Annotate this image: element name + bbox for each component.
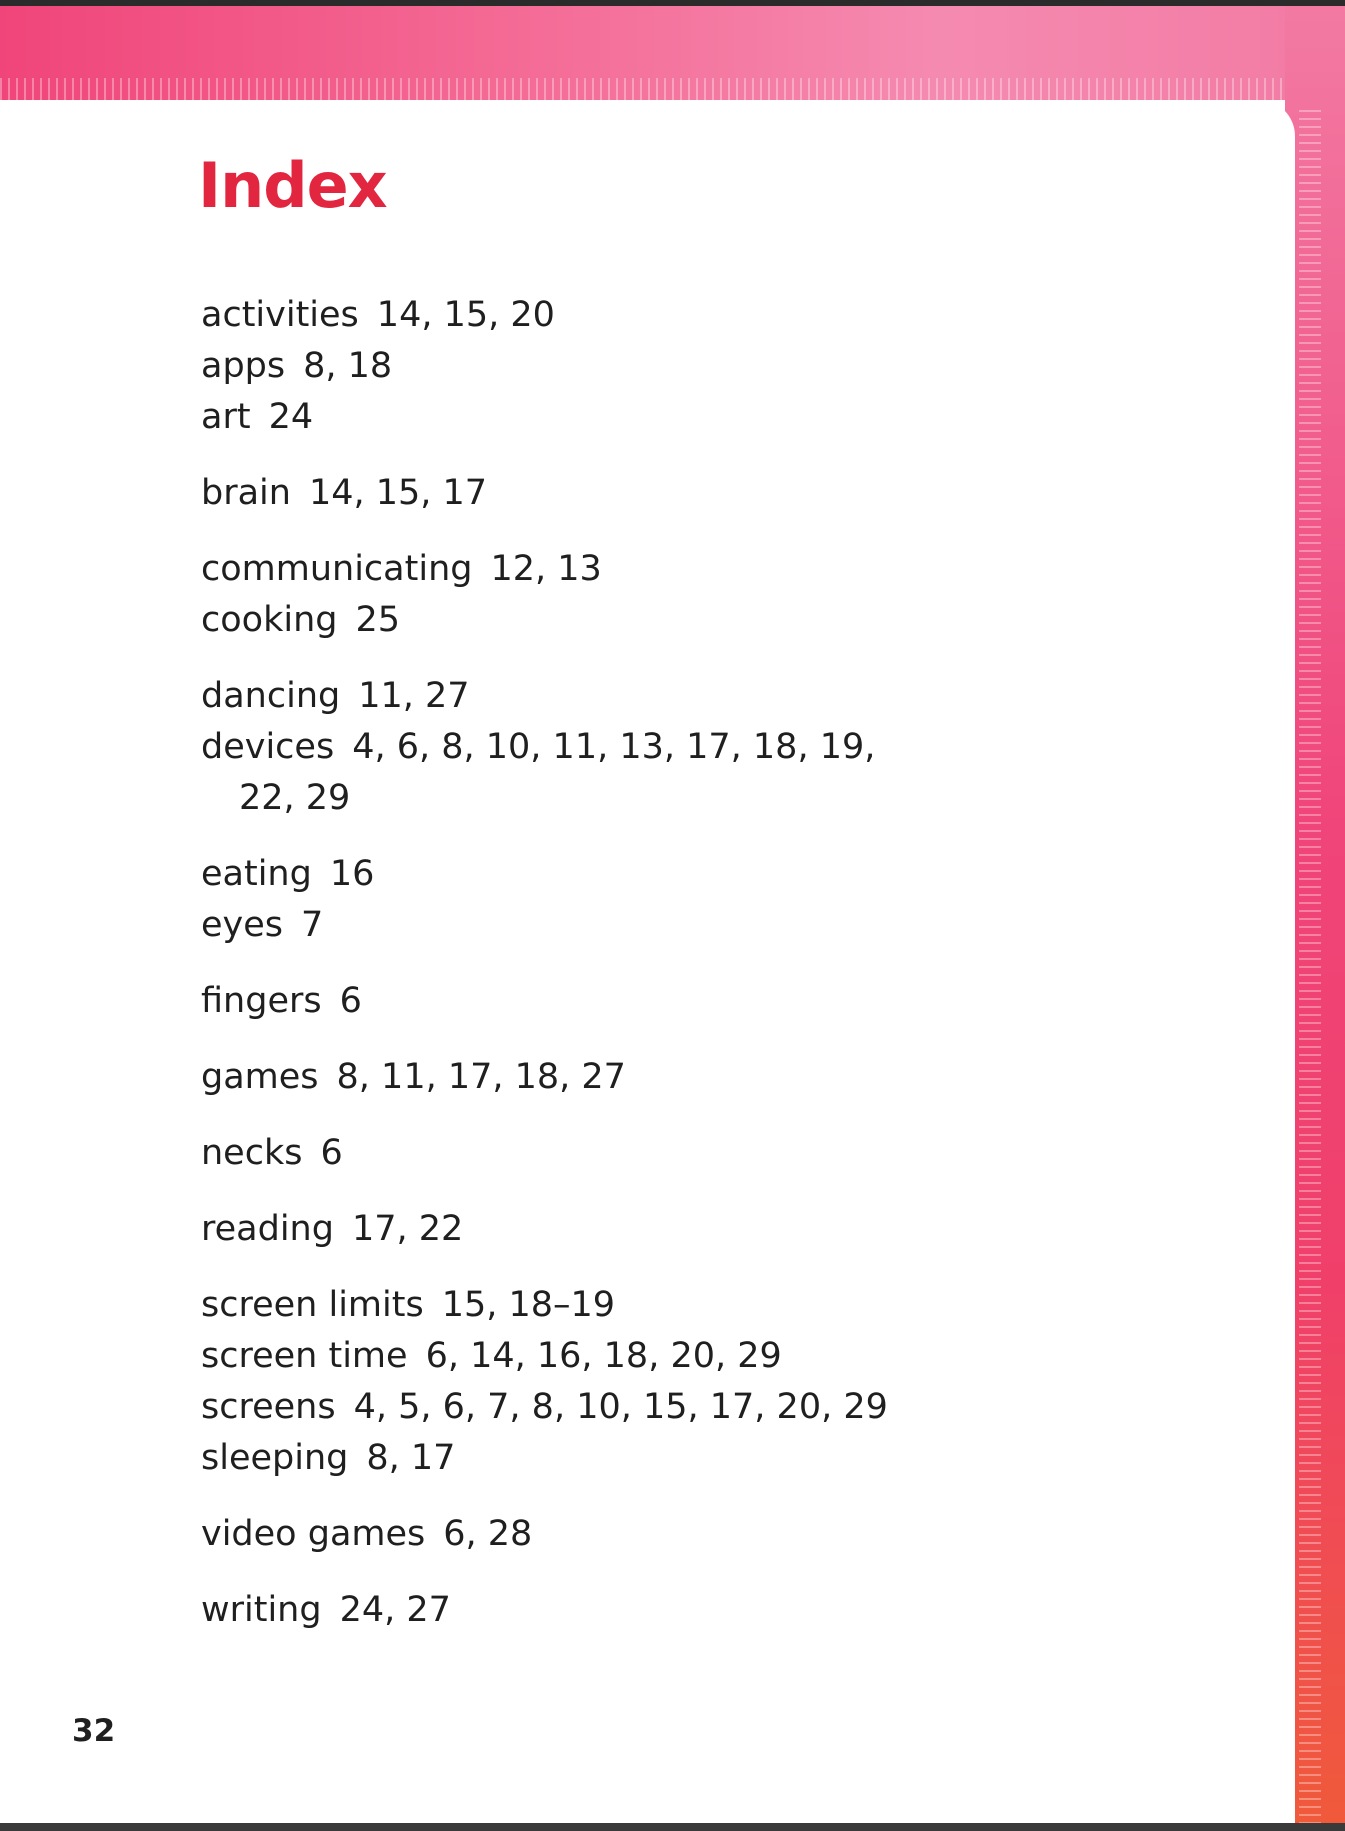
index-term: communicating [201, 549, 473, 589]
index-term: devices [201, 727, 335, 767]
index-entry [201, 1585, 1101, 1636]
index-term: eyes [201, 905, 284, 945]
index-term: cooking [201, 600, 338, 640]
index-list [201, 290, 1101, 1661]
index-page-refs: 6, 28 [443, 1514, 533, 1554]
index-page-refs: 8, 17 [366, 1438, 456, 1478]
index-page-refs: 6 [339, 981, 362, 1021]
index-page-refs: 7 [301, 905, 324, 945]
index-page-refs: 6 [320, 1133, 343, 1173]
index-entry [201, 1509, 1101, 1560]
index-entry [201, 1204, 1101, 1255]
index-page-refs: 11, 27 [358, 676, 470, 716]
index-term: video games [201, 1514, 426, 1554]
scan-edge-top [0, 0, 1345, 6]
index-page-refs: 8, 11, 17, 18, 27 [336, 1057, 626, 1097]
index-page-refs: 24 [268, 397, 314, 437]
index-group [201, 1509, 1101, 1560]
index-group [201, 1585, 1101, 1636]
frame-stripe-decoration [1299, 110, 1321, 1831]
index-term: dancing [201, 676, 341, 716]
index-entry [201, 722, 1101, 824]
frame-stripe-decoration [0, 78, 1300, 100]
index-term: brain [201, 473, 291, 513]
index-term: eating [201, 854, 312, 894]
index-term: games [201, 1057, 319, 1097]
index-term: sleeping [201, 1438, 349, 1478]
index-term: necks [201, 1133, 303, 1173]
index-group [201, 468, 1101, 519]
index-group [201, 1052, 1101, 1103]
index-group [201, 290, 1101, 443]
index-term: fingers [201, 981, 322, 1021]
index-entry [201, 1331, 1101, 1382]
index-entry [201, 671, 1101, 722]
index-page-refs: 4, 5, 6, 7, 8, 10, 15, 17, 20, 29 [353, 1387, 888, 1427]
index-entry [201, 544, 1101, 595]
index-entry [201, 392, 1101, 443]
index-group [201, 1128, 1101, 1179]
index-group [201, 1204, 1101, 1255]
index-term: art [201, 397, 251, 437]
index-term: screens [201, 1387, 336, 1427]
index-page-refs: 16 [329, 854, 375, 894]
index-page-refs: 24, 27 [339, 1590, 451, 1630]
index-entry [201, 849, 1101, 900]
index-entry [201, 900, 1101, 951]
index-group [201, 671, 1101, 824]
index-page-refs: 14, 15, 20 [376, 295, 555, 335]
index-page-refs: 17, 22 [351, 1209, 464, 1249]
index-term: writing [201, 1590, 322, 1630]
index-entry [201, 1433, 1101, 1484]
index-page-refs: 14, 15, 17 [308, 473, 488, 513]
index-entry [201, 1052, 1101, 1103]
index-page-refs: 6, 14, 16, 18, 20, 29 [425, 1336, 782, 1376]
index-page-refs: 4, 6, 8, 10, 11, 13, 17, 18, 19, [352, 727, 876, 767]
index-group [201, 976, 1101, 1027]
index-entry [201, 1382, 1101, 1433]
index-page-refs: 25 [355, 600, 401, 640]
index-page-refs-continued: 22, 29 [239, 778, 351, 818]
index-entry [201, 290, 1101, 341]
index-entry [201, 976, 1101, 1027]
page-number: 32 [72, 1713, 116, 1749]
index-page-refs: 15, 18–19 [441, 1285, 616, 1325]
index-group [201, 849, 1101, 951]
page-title: Index [198, 149, 387, 222]
index-term: activities [201, 295, 359, 335]
index-term: reading [201, 1209, 334, 1249]
index-entry [201, 1280, 1101, 1331]
index-term: screen limits [201, 1285, 424, 1325]
index-group [201, 1280, 1101, 1484]
index-entry [201, 341, 1101, 392]
index-entry [201, 595, 1101, 646]
index-term: screen time [201, 1336, 408, 1376]
index-page-refs: 8, 18 [303, 346, 393, 386]
index-group [201, 544, 1101, 646]
index-page-refs: 12, 13 [490, 549, 602, 589]
index-entry [201, 1128, 1101, 1179]
index-entry [201, 468, 1101, 519]
index-term: apps [201, 346, 286, 386]
scan-edge-bottom [0, 1823, 1345, 1831]
